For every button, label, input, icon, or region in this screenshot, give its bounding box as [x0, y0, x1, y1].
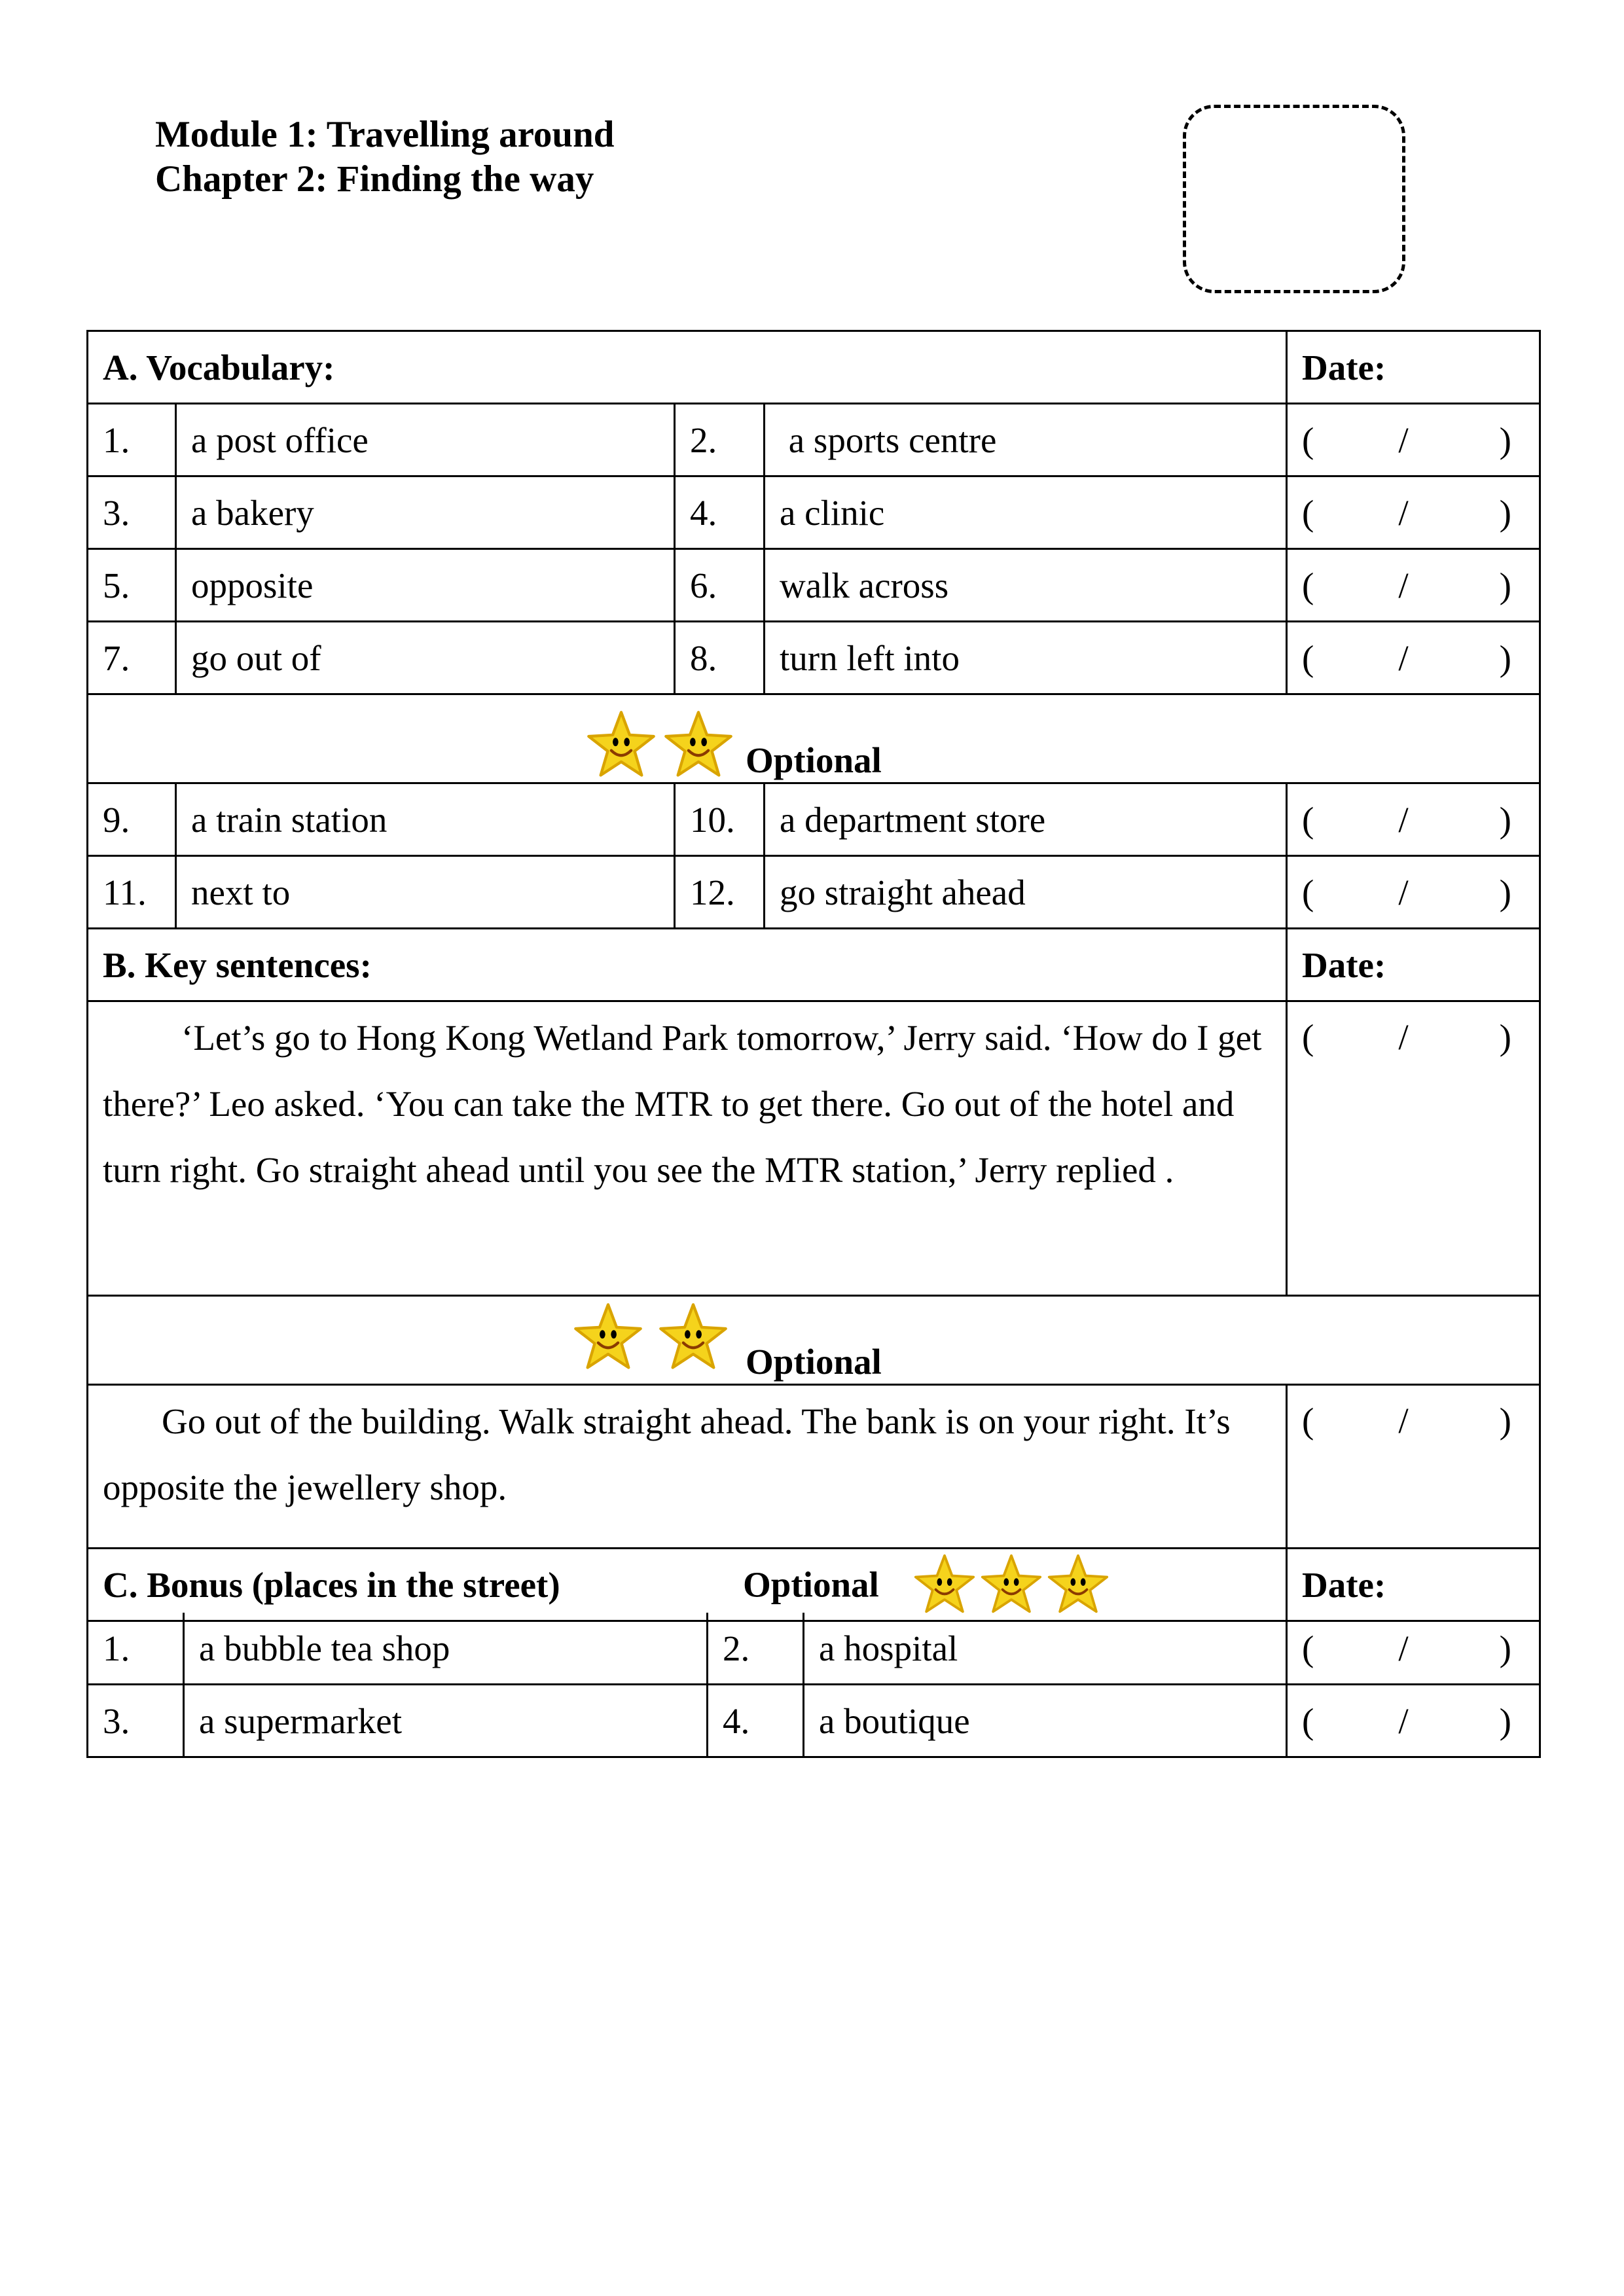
smiling-star-icon	[980, 1553, 1043, 1616]
table-row	[88, 1613, 1540, 1685]
date-blank: ( / )	[1287, 549, 1540, 622]
table-row	[88, 856, 1540, 929]
vocab-word: opposite	[176, 549, 675, 622]
vocab-word: walk across	[765, 549, 1287, 622]
date-blank: ( / )	[1287, 783, 1540, 856]
vocab-word: a clinic	[765, 476, 1287, 549]
star-group	[573, 1302, 729, 1372]
item-number: 4.	[675, 476, 765, 549]
item-number: 4.	[708, 1685, 804, 1757]
optional-row	[88, 1296, 1540, 1385]
section-b-header	[88, 929, 1540, 1001]
smiling-star-icon	[663, 709, 734, 780]
optional-row	[88, 694, 1540, 783]
vocab-word: next to	[176, 856, 675, 929]
date-label: Date:	[1287, 929, 1540, 1001]
stamp-box	[1183, 105, 1405, 293]
smiling-star-icon	[913, 1553, 976, 1616]
chapter-title: Chapter 2: Finding the way	[155, 158, 594, 200]
date-blank: ( / )	[1287, 1613, 1540, 1685]
date-blank: ( / )	[1287, 476, 1540, 549]
section-b-heading: B. Key sentences:	[88, 929, 1287, 1001]
vocab-word: a post office	[176, 404, 675, 476]
key-sentence-row	[88, 1001, 1540, 1296]
bonus-table	[86, 1613, 1541, 1758]
optional-sentence-row	[88, 1385, 1540, 1549]
smiling-star-icon	[586, 709, 657, 780]
vocab-word: a train station	[176, 783, 675, 856]
date-blank: ( / )	[1287, 404, 1540, 476]
vocab-word: a supermarket	[184, 1685, 708, 1757]
item-number: 1.	[88, 404, 176, 476]
section-c-heading-cell	[88, 1549, 1287, 1621]
section-a-heading: A. Vocabulary:	[88, 331, 1287, 404]
date-blank: ( / )	[1287, 1001, 1540, 1296]
vocab-word: a boutique	[804, 1685, 1287, 1757]
table-row	[88, 622, 1540, 694]
section-c-heading: C. Bonus (places in the street)	[103, 1564, 560, 1605]
vocab-word: a bakery	[176, 476, 675, 549]
smiling-star-icon	[658, 1302, 729, 1372]
vocab-word: a department store	[765, 783, 1287, 856]
key-sentence-paragraph: ‘Let’s go to Hong Kong Wetland Park tomorrow,’ Jerry said. ‘How do I get there?’ Leo asked. ‘You can take the MTR to get there. Go out of the hotel and turn right. Go straight ahead until you see the MTR station,’ Jerry replied .	[88, 1001, 1287, 1296]
date-blank: ( / )	[1287, 1685, 1540, 1757]
date-label: Date:	[1287, 1549, 1540, 1621]
date-blank: ( / )	[1287, 622, 1540, 694]
item-number: 8.	[675, 622, 765, 694]
item-number: 12.	[675, 856, 765, 929]
table-row	[88, 476, 1540, 549]
table-row	[88, 783, 1540, 856]
date-blank: ( / )	[1287, 856, 1540, 929]
item-number: 7.	[88, 622, 176, 694]
optional-banner	[88, 694, 1540, 783]
table-row	[88, 404, 1540, 476]
item-number: 6.	[675, 549, 765, 622]
vocabulary-table	[86, 330, 1541, 1622]
vocab-word: a sports centre	[765, 404, 1287, 476]
item-number: 3.	[88, 476, 176, 549]
optional-label: Optional	[746, 740, 882, 780]
optional-sentence-paragraph: Go out of the building. Walk straight ahead. The bank is on your right. It’s opposite the jewellery shop.	[88, 1385, 1287, 1549]
item-number: 2.	[708, 1613, 804, 1685]
item-number: 2.	[675, 404, 765, 476]
star-group	[913, 1553, 1110, 1616]
optional-label: Optional	[746, 1342, 882, 1382]
vocab-word: turn left into	[765, 622, 1287, 694]
vocab-word: go out of	[176, 622, 675, 694]
module-title: Module 1: Travelling around	[155, 114, 615, 155]
optional-label: Optional	[743, 1564, 879, 1605]
item-number: 5.	[88, 549, 176, 622]
item-number: 1.	[88, 1613, 184, 1685]
item-number: 9.	[88, 783, 176, 856]
optional-banner	[88, 1296, 1540, 1385]
section-c-header	[88, 1549, 1540, 1621]
worksheet-title	[155, 113, 615, 202]
table-row	[88, 549, 1540, 622]
vocab-word: go straight ahead	[765, 856, 1287, 929]
table-row	[88, 1685, 1540, 1757]
section-a-header	[88, 331, 1540, 404]
date-label: Date:	[1287, 331, 1540, 404]
smiling-star-icon	[573, 1302, 643, 1372]
vocab-word: a bubble tea shop	[184, 1613, 708, 1685]
vocab-word: a hospital	[804, 1613, 1287, 1685]
star-group	[586, 709, 734, 780]
smiling-star-icon	[1047, 1553, 1110, 1616]
item-number: 10.	[675, 783, 765, 856]
item-number: 11.	[88, 856, 176, 929]
date-blank: ( / )	[1287, 1385, 1540, 1549]
item-number: 3.	[88, 1685, 184, 1757]
